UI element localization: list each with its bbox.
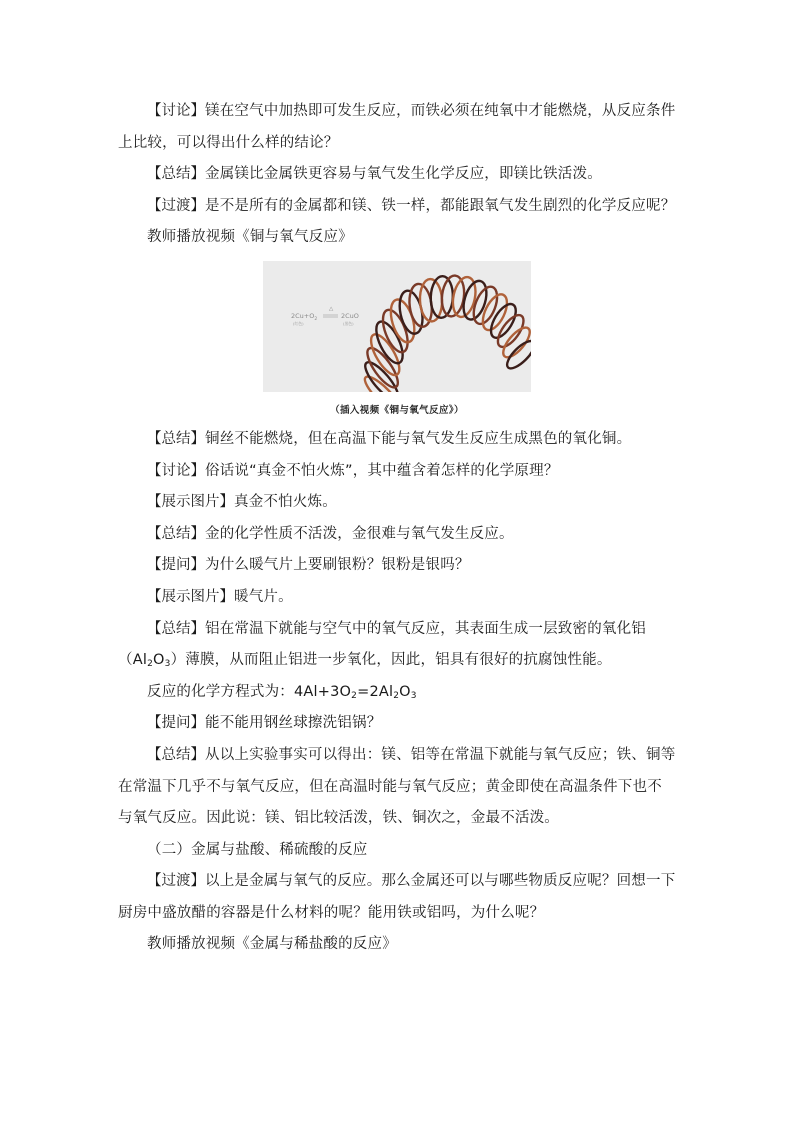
paragraph-text: 是不是所有的金属都和镁、铁一样，都能跟氧气发生剧烈的化学反应呢？ (205, 197, 676, 214)
section-tag: 【提问】 (147, 715, 205, 732)
section-tag: 【总结】 (147, 166, 205, 183)
paragraph-text: 以上是金属与氧气的反应。那么金属还可以与哪些物质反应呢？回想一下厨房中盛放醋的容器是什么材料的呢？能用铁或铝吗，为什么呢？ (118, 873, 676, 921)
paragraph-text: 铜丝不能燃烧，但在高温下能与氧气发生反应生成黑色的氧化铜。 (205, 430, 632, 447)
paragraph-text: 暖气片。 (234, 588, 293, 605)
paragraph (118, 456, 676, 488)
section-tag: 【过渡】 (147, 873, 205, 890)
section-heading (118, 835, 676, 867)
heat-condition: △ (329, 305, 334, 312)
equation-left: $2Cu+O_2$ (291, 311, 318, 322)
paragraph (118, 487, 676, 519)
paragraph-text: 从以上实验事实可以得出：镁、铝等在常温下就能与氧气反应；铁、铜等在常温下几乎不与氧气反应，但在高温时能与氧气反应；黄金即使在高温条件下也不与氧气反应。因此说：镁、铝比较活泼，铁、铜次之，金最不活泼。 (118, 746, 676, 827)
paragraph (118, 191, 676, 223)
paragraph (118, 159, 676, 191)
paragraph (118, 740, 676, 835)
section-tag: 【总结】 (147, 430, 205, 447)
paragraph (118, 866, 676, 929)
document-page (118, 96, 676, 961)
section-tag: 【总结】 (147, 525, 205, 542)
section-tag: 【总结】 (147, 620, 205, 637)
paragraph (118, 96, 676, 159)
paragraph-text: 金属镁比金属铁更容易与氧气发生化学反应，即镁比铁活泼。 (205, 166, 602, 183)
coil-loop (486, 300, 521, 342)
section-tag: 【总结】 (147, 746, 205, 763)
paragraph (118, 222, 676, 254)
section-tag: 【讨论】 (147, 103, 205, 119)
paragraph-text: 能不能用钢丝球擦洗铝锅？ (205, 715, 382, 732)
section-tag: 【展示图片】 (147, 494, 234, 511)
paragraph-text: 教师播放视频《金属与稀盐酸的反应》 (147, 936, 397, 953)
paragraph (118, 550, 676, 582)
copper-coil-image (263, 261, 531, 392)
section-tag: 【提问】 (147, 557, 205, 574)
figure-caption: （插入视频《铜与氧气反应》） (330, 404, 464, 416)
paragraph (118, 582, 676, 614)
aluminum-equation: 反应的化学方程式为：$4Al+3O_2=2Al_2O_3$ (147, 683, 417, 701)
section-tag: 【展示图片】 (147, 588, 234, 605)
paragraph (118, 519, 676, 551)
paragraph-text: 为什么暖气片上要刷银粉？银粉是银吗？ (205, 557, 470, 574)
label-red: (红色) (293, 320, 304, 326)
label-black: (黑色) (343, 320, 354, 326)
paragraph (118, 929, 676, 961)
copper-coil (360, 274, 531, 392)
section-tag: 【过渡】 (147, 197, 205, 214)
paragraph (118, 708, 676, 740)
equation-right: 2CuO (341, 311, 359, 320)
paragraph (118, 424, 676, 456)
paragraph-aluminum: 【总结】铝在常温下就能与空气中的氧气反应，其表面生成一层致密的氧化铝$(Al_2O_3)$薄膜，从而阻止铝进一步氧化，因此，铝具有很好的抗腐蚀性能。 (118, 620, 646, 670)
paragraph-text: 金的化学性质不活泼，金很难与氧气发生反应。 (205, 525, 514, 542)
section-tag: 【讨论】 (147, 462, 205, 479)
paragraph-text: 教师播放视频《铜与氧气反应》 (147, 229, 353, 246)
paragraph-text: 镁在空气中加热即可发生反应，而铁必须在纯氧中才能燃烧，从反应条件上比较，可以得出什么样的结论？ (118, 103, 676, 151)
copper-coil-video-still[interactable] (263, 261, 531, 392)
paragraph-text: （二）金属与盐酸、稀硫酸的反应 (147, 841, 368, 858)
paragraph-text: 俗话说“真金不怕火炼”，其中蕴含着怎样的化学原理？ (205, 462, 559, 479)
paragraph-text: 真金不怕火炼。 (234, 494, 337, 511)
coil-loop (478, 291, 512, 334)
